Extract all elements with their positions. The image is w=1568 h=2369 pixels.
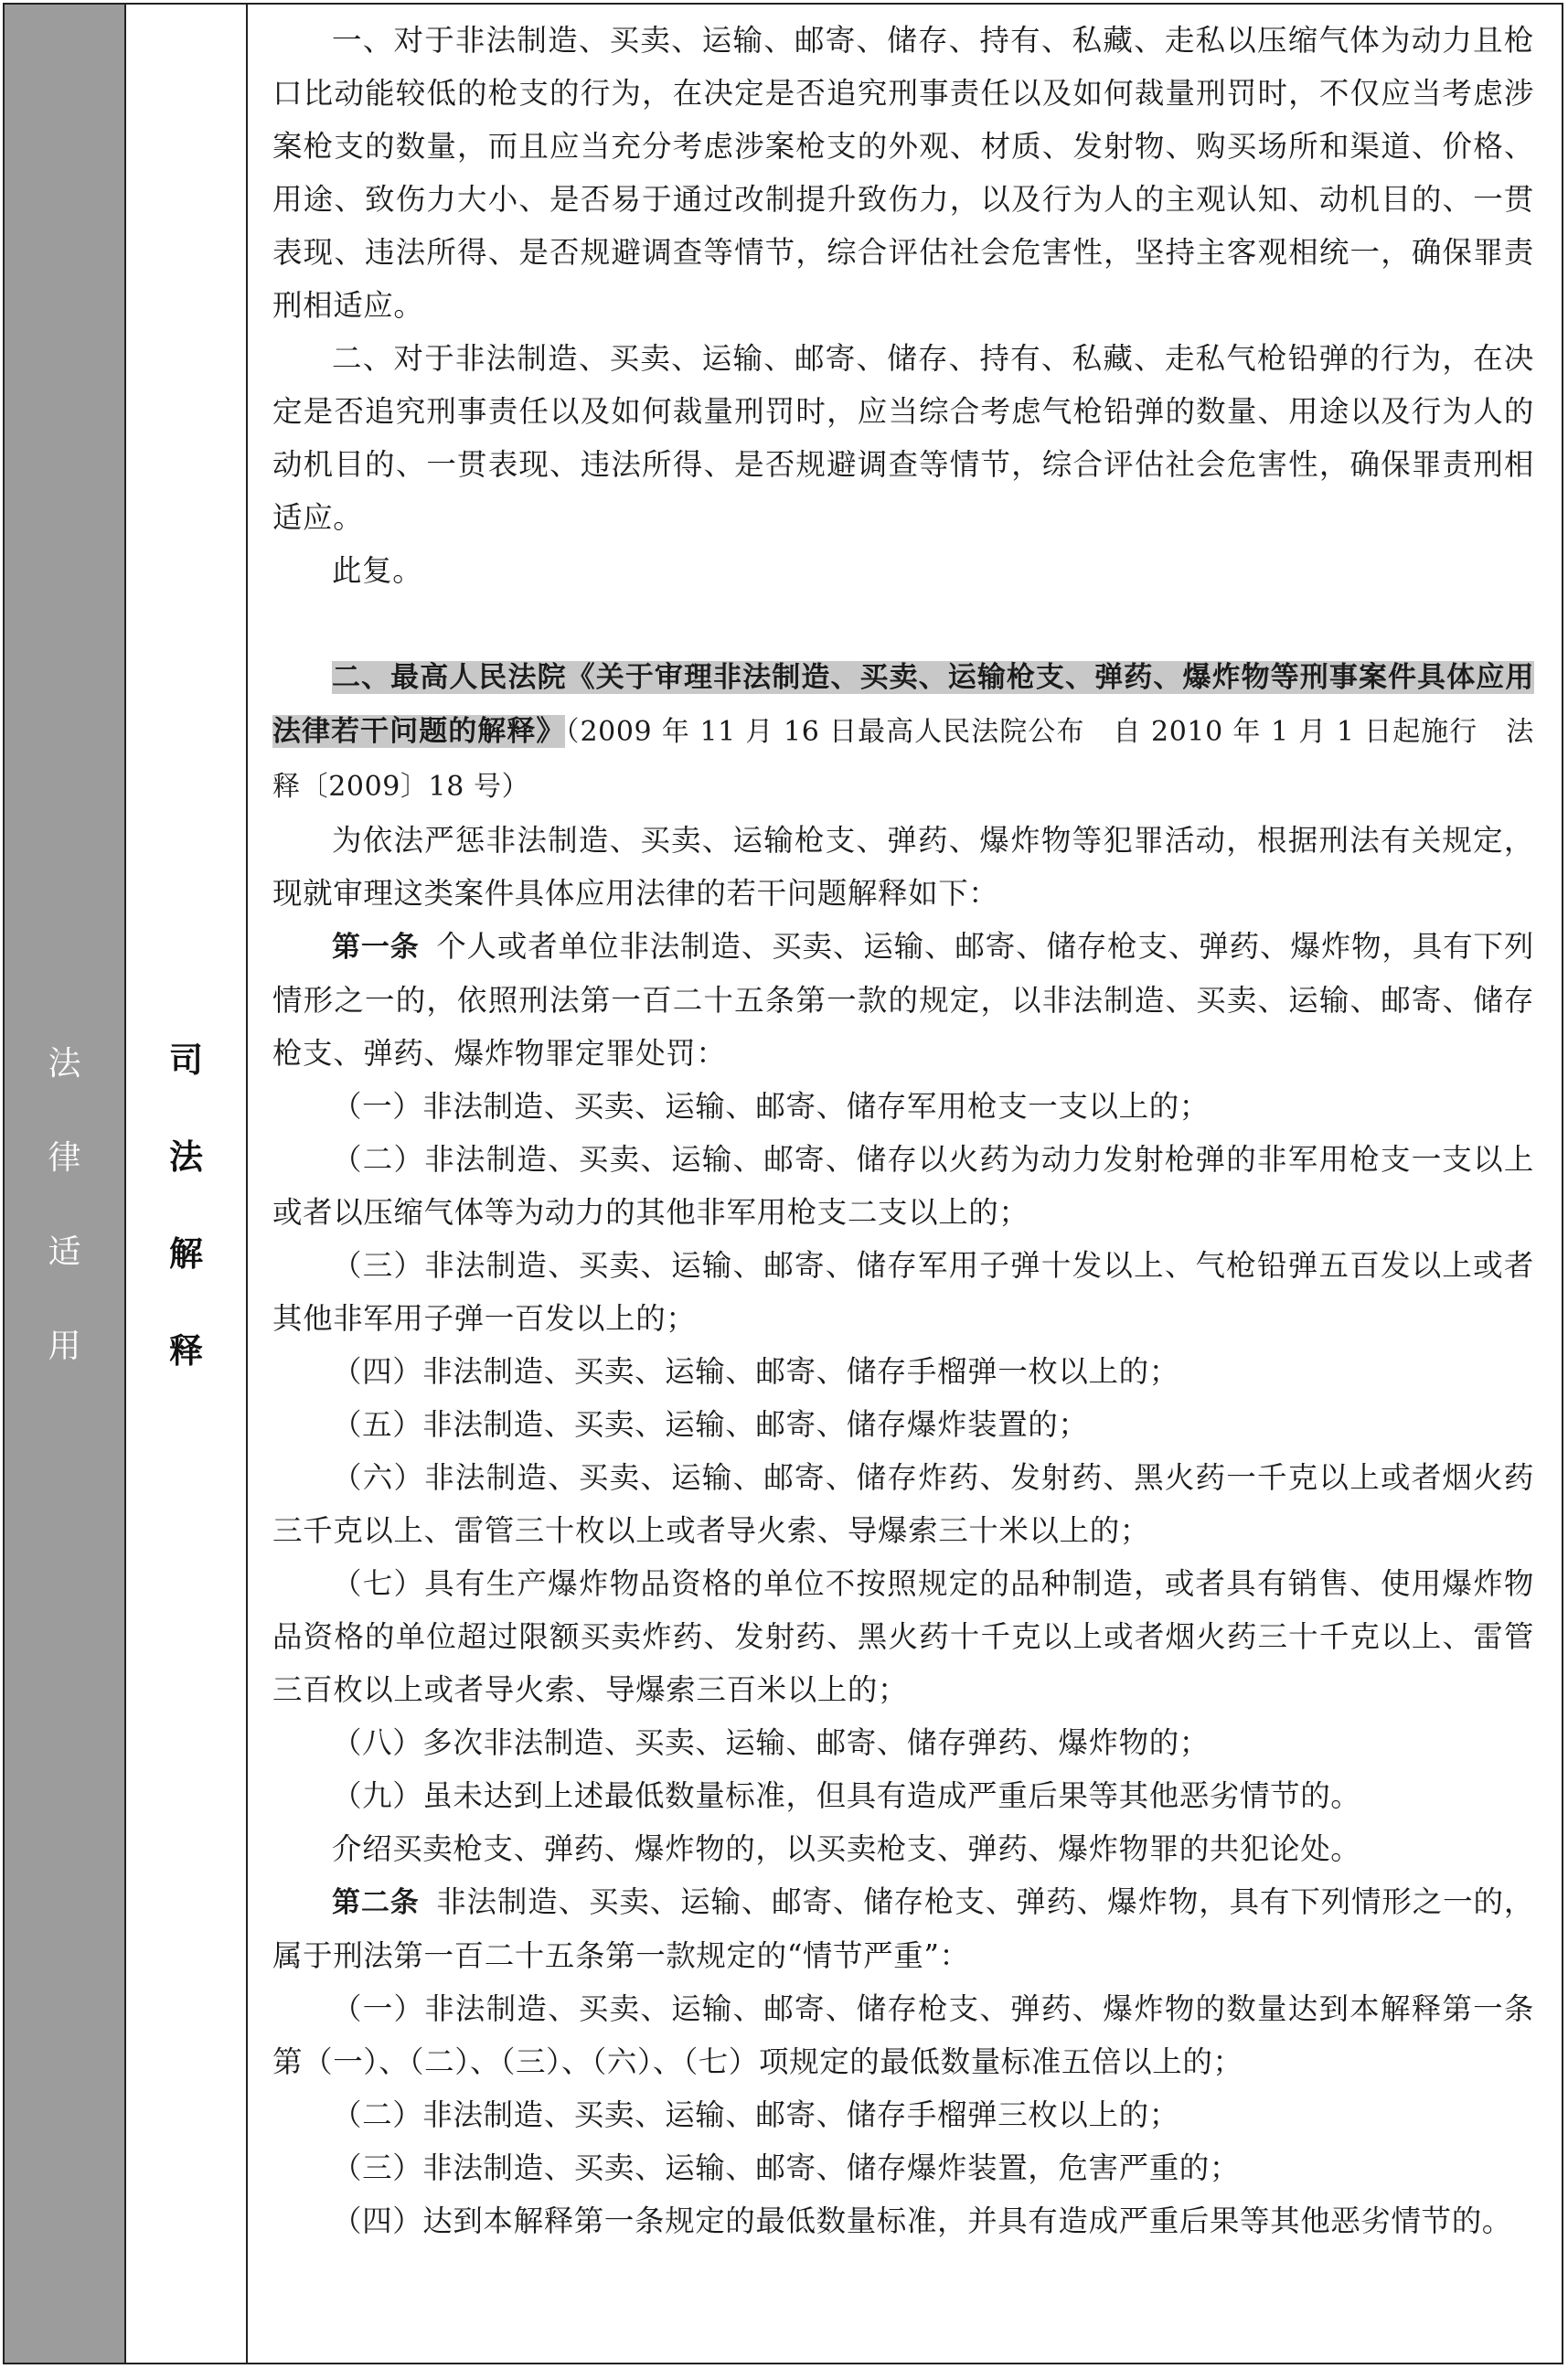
category-label xyxy=(48,1038,80,1367)
article-item: （一）非法制造、买卖、运输、邮寄、储存军用枪支一支以上的； xyxy=(332,1089,1210,1124)
content-column xyxy=(248,5,1562,2363)
article-item: （九）虽未达到上述最低数量标准，但具有造成严重后果等其他恶劣情节的。 xyxy=(332,1778,1361,1813)
article-item: （三）非法制造、买卖、运输、邮寄、储存爆炸装置，危害严重的； xyxy=(332,2150,1241,2185)
interpretation-heading-block xyxy=(272,650,1534,814)
category-char: 用 xyxy=(48,1327,81,1365)
article-item: （二）非法制造、买卖、运输、邮寄、储存以火药为动力发射枪弹的非军用枪支一支以上或者以压缩气体等为动力的其他非军用枪支二支以上的； xyxy=(272,1142,1534,1230)
category-char: 律 xyxy=(48,1138,81,1177)
subcategory-label xyxy=(169,1032,203,1372)
category-char: 法 xyxy=(48,1044,81,1083)
document-table xyxy=(3,3,1563,2364)
subcategory-char: 释 xyxy=(169,1330,203,1371)
article-item: （五）非法制造、买卖、运输、邮寄、储存爆炸装置的； xyxy=(332,1407,1089,1442)
reply-paragraph: 二、对于非法制造、买卖、运输、邮寄、储存、持有、私藏、走私气枪铅弹的行为，在决定是否追究刑事责任以及如何裁量刑罚时，应当综合考虑气枪铅弹的数量、用途以及行为人的动机目的、一贯表现、违法所得、是否规避调查等情节，综合评估社会危害性，确保罪责刑相适应。 xyxy=(272,341,1534,535)
article-item: （三）非法制造、买卖、运输、邮寄、储存军用子弹十发以上、气枪铅弹五百发以上或者其他非军用子弹一百发以上的； xyxy=(272,1248,1534,1336)
subcategory-char: 解 xyxy=(169,1233,203,1274)
article-item: （八）多次非法制造、买卖、运输、邮寄、储存弹药、爆炸物的； xyxy=(332,1725,1210,1760)
article-1 xyxy=(272,920,1534,1080)
reply-closing: 此复。 xyxy=(332,553,423,588)
section-spacer xyxy=(272,597,1534,650)
category-char: 适 xyxy=(48,1233,81,1271)
article-item: （四）非法制造、买卖、运输、邮寄、储存手榴弹一枚以上的； xyxy=(332,1354,1179,1389)
article-item: （一）非法制造、买卖、运输、邮寄、储存枪支、弹药、爆炸物的数量达到本解释第一条第（一）、（二）、（三）、（六）、（七）项规定的最低数量标准五倍以上的； xyxy=(272,1991,1534,2079)
subcategory-char: 法 xyxy=(169,1136,203,1177)
preamble: 为依法严惩非法制造、买卖、运输枪支、弹药、爆炸物等犯罪活动，根据刑法有关规定，现就审理这类案件具体应用法律的若干问题解释如下： xyxy=(272,823,1534,911)
article-closing: 介绍买卖枪支、弹药、爆炸物的，以买卖枪支、弹药、爆炸物罪的共犯论处。 xyxy=(332,1831,1361,1866)
article-text: 非法制造、买卖、运输、邮寄、储存枪支、弹药、爆炸物，具有下列情形之一的，属于刑法第一百二十五条第一款规定的“情节严重”： xyxy=(272,1884,1534,1973)
interpretation-heading: 二、最高人民法院《关于审理非法制造、买卖、运输枪支、弹药、爆炸物等刑事案件具体应用法律若干问题的解释》 xyxy=(272,661,1534,748)
article-2 xyxy=(272,1875,1534,1982)
category-column xyxy=(5,5,126,2363)
reply-paragraph: 一、对于非法制造、买卖、运输、邮寄、储存、持有、私藏、走私以压缩气体为动力且枪口比动能较低的枪支的行为，在决定是否追究刑事责任以及如何裁量刑罚时，不仅应当考虑涉案枪支的数量，而且应当充分考虑涉案枪支的外观、材质、发射物、购买场所和渠道、价格、用途、致伤力大小、是否易于通过改制提升致伤力，以及行为人的主观认知、动机目的、一贯表现、违法所得、是否规避调查等情节，综合评估社会危害性，坚持主客观相统一，确保罪责刑相适应。 xyxy=(272,23,1534,323)
article-item: （四）达到本解释第一条规定的最低数量标准，并具有造成严重后果等其他恶劣情节的。 xyxy=(332,2204,1512,2238)
subcategory-char: 司 xyxy=(169,1040,203,1080)
article-item: （六）非法制造、买卖、运输、邮寄、储存炸药、发射药、黑火药一千克以上或者烟火药三千克以上、雷管三十枚以上或者导火索、导爆索三十米以上的； xyxy=(272,1460,1534,1548)
subcategory-column xyxy=(126,5,248,2363)
article-item: （七）具有生产爆炸物品资格的单位不按照规定的品种制造，或者具有销售、使用爆炸物品资格的单位超过限额买卖炸药、发射药、黑火药十千克以上或者烟火药三十千克以上、雷管三百枚以上或者导火索、导爆索三百米以上的； xyxy=(272,1566,1534,1707)
article-item: （二）非法制造、买卖、运输、邮寄、储存手榴弹三枚以上的； xyxy=(332,2097,1179,2132)
article-text: 个人或者单位非法制造、买卖、运输、邮寄、储存枪支、弹药、爆炸物，具有下列情形之一的，依照刑法第一百二十五条第一款的规定，以非法制造、买卖、运输、邮寄、储存枪支、弹药、爆炸物罪定罪处罚： xyxy=(272,929,1534,1071)
article-label: 第二条 xyxy=(332,1886,420,1919)
article-label: 第一条 xyxy=(332,931,420,964)
interpretation-citation: （2009 年 11 月 16 日最高人民法院公布 自 2010 年 1 月 1 日起施行 法释〔2009〕18 号） xyxy=(272,716,1534,803)
